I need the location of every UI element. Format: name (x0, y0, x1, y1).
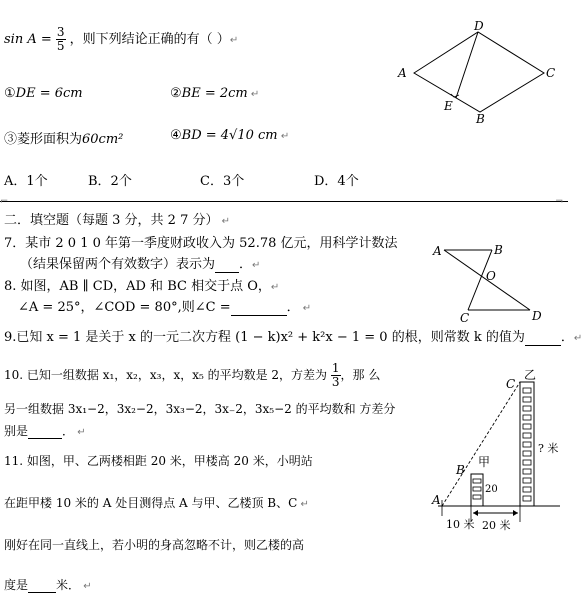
label-h20: 20 (485, 484, 498, 495)
return-mark-icon: ↵ (299, 303, 312, 314)
q8-line-1 (4, 275, 279, 294)
q9-end: ． (560, 330, 574, 345)
return-mark-icon: ↵ (573, 333, 582, 344)
q8-line-2-text: ∠A = 25°，∠COD = 80°,则∠C = (18, 300, 231, 315)
label-b: B (476, 112, 485, 126)
label-c: C (546, 66, 556, 80)
choice-d: D．4个 (314, 174, 359, 189)
q-top-option-4 (170, 128, 289, 143)
q11-line-3 (4, 536, 304, 553)
label-dist-20: 20 米 (482, 519, 511, 532)
option-2-text: BE = 2cm (181, 86, 248, 101)
arrowhead-left (473, 510, 478, 516)
fraction-numerator: 1 (331, 361, 340, 375)
q-top-option-3 (4, 128, 123, 147)
q-top-stem-tail: ，则下列结论正确的有（ ） (69, 32, 230, 47)
q11-line-2 (4, 494, 309, 511)
option-1-text: DE = 6cm (15, 86, 83, 101)
choice-a: A．1个 (4, 174, 48, 189)
q10-line-3-text: 别是 (4, 424, 29, 438)
q7-answer-blank[interactable] (215, 257, 239, 273)
return-mark-icon: ↵ (270, 282, 280, 293)
q11-line-4-text: 度是 (4, 578, 29, 592)
buildings-diagram (428, 366, 564, 534)
q10-line-2-text: 另一组数据 3x₁−2，3x₂−2，3x₃−2，3x₋2，3x₅−2 的平均数和 方差分 (4, 402, 396, 416)
q10-line-3-end: ． (62, 424, 75, 438)
q8-line-2-end: ． (286, 300, 300, 315)
label-a: A (432, 493, 441, 507)
q10-line-1b: ，那 么 (340, 368, 381, 382)
label-a: A (398, 66, 407, 80)
q11-line-1-text: 11. 如图，甲、乙两楼相距 20 米，甲楼高 20 米，小明站 (4, 454, 313, 468)
return-mark-icon: ↵ (277, 131, 290, 142)
label-jia: 甲 (478, 455, 491, 469)
choice-c: C．3个 (200, 174, 245, 189)
label-e: E (444, 99, 453, 113)
altitude-de (456, 32, 478, 98)
rhombus-diagram (396, 18, 566, 128)
building-jia-windows (473, 479, 481, 499)
section-divider-line (0, 201, 568, 202)
option-3-math: 60cm² (82, 132, 124, 147)
q11-line-1 (4, 452, 313, 469)
q-top-option-1 (4, 86, 83, 101)
q10-line-3 (4, 422, 86, 439)
q8-line-2 (18, 296, 311, 316)
q9-text: 9.已知 x = 1 是关于 x 的一元二次方程 (1 − k)x² + k²x − 1 = 0 的根，则常数 k 的值为 (4, 330, 525, 345)
q11-line-2-text: 在距甲楼 10 米的 A 处目测得点 A 与甲、乙楼顶 B、C (4, 496, 298, 510)
q9-line (4, 326, 582, 346)
building-yi-windows (523, 388, 531, 501)
q-top-option-2 (170, 86, 259, 101)
corner-mark-left: ⌐ (0, 196, 9, 207)
return-mark-icon: ↵ (297, 499, 309, 510)
q11-line-3-text: 刚好在同一直线上，若小明的身高忽略不计，则乙楼的高 (4, 538, 305, 552)
q8-line-1-text: 8. 如图，AB ∥ CD，AD 和 BC 相交于点 O， (4, 279, 271, 294)
arrowhead-right (513, 510, 518, 516)
return-mark-icon: ↵ (74, 427, 86, 438)
label-d: D (474, 19, 484, 33)
q11-line-4-end: 米． (56, 578, 81, 592)
label-d: D (532, 309, 542, 323)
return-mark-icon: ↵ (80, 581, 92, 592)
q10-line-2 (4, 400, 395, 417)
rhombus-shape (414, 32, 544, 112)
label-b: B (456, 463, 465, 477)
option-4-marker: ④ (170, 128, 182, 143)
option-1-marker: ① (4, 86, 16, 101)
q-top-lead-math: sin A = (4, 32, 52, 47)
return-mark-icon: ↵ (247, 89, 260, 100)
return-mark-icon: ↵ (252, 260, 261, 271)
label-c: C (460, 311, 470, 325)
label-c: C (506, 377, 516, 391)
q-top-stem (4, 26, 238, 53)
section-2-title-text: 二．填空题（每题 3 分，共 2 7 分） (4, 213, 219, 228)
option-4-text: BD = 4√10 cm (181, 128, 278, 143)
label-a: A (433, 244, 442, 258)
q10-answer-blank[interactable] (28, 424, 62, 439)
q8-answer-blank[interactable] (231, 300, 287, 316)
label-dist-10: 10 米 (446, 518, 475, 531)
corner-mark-right: ¬ (555, 196, 564, 207)
q10-line-1 (4, 362, 380, 389)
return-mark-icon: ↵ (229, 35, 239, 46)
q7-line-1-text: 7．某市 2 0 1 0 年第一季度财政收入为 52.78 亿元，用科学计数法 (4, 236, 398, 251)
label-b: B (494, 243, 503, 257)
parallel-lines-diagram (428, 240, 558, 324)
q10-fraction (331, 362, 341, 389)
section-2-title (4, 209, 230, 228)
label-yi: 乙 (524, 368, 537, 382)
q7-line-2-end: ． (239, 257, 253, 272)
q9-answer-blank[interactable] (525, 330, 561, 346)
q11-answer-blank[interactable] (28, 578, 56, 593)
option-2-marker: ② (170, 86, 182, 101)
fraction-numerator: 3 (56, 25, 65, 39)
label-height-unknown: ? 米 (538, 442, 559, 455)
choice-b: B．2个 (88, 174, 132, 189)
q10-line-1a: 10. 已知一组数据 x₁，x₂，x₃，x，x₅ 的平均数是 2，方差为 (4, 368, 328, 382)
label-o: O (486, 269, 496, 283)
fraction-denominator: 3 (331, 375, 340, 389)
q11-line-4 (4, 576, 92, 593)
q7-line-2 (20, 253, 260, 273)
fraction-denominator: 5 (56, 39, 65, 53)
option-3-text: ③菱形面积为 (4, 132, 83, 147)
right-angle-mark (451, 94, 459, 97)
return-mark-icon: ↵ (218, 216, 231, 227)
q-top-fraction (56, 26, 66, 53)
q7-line-1 (4, 232, 398, 251)
q7-line-2-text: （结果保留两个有效数字）表示为 (20, 257, 216, 272)
